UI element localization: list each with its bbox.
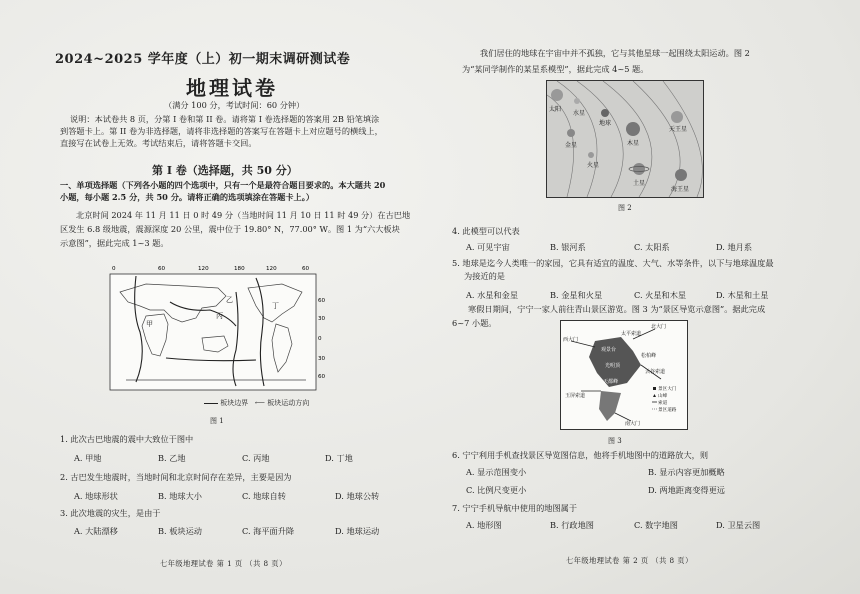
question-3-num: 3. bbox=[60, 508, 68, 518]
question-7-text: 宁宁手机导航中使用的地图属于 bbox=[462, 503, 578, 513]
q7-option-d[interactable]: D. 卫星云图 bbox=[716, 520, 761, 530]
label-south-gate: 南大门 bbox=[625, 421, 641, 427]
label-jia: 甲 bbox=[146, 320, 153, 328]
question-4-num: 4. bbox=[452, 226, 460, 236]
question-6 bbox=[452, 450, 708, 461]
intro-line-1: 我们居住的地球在宇宙中并不孤独，它与其他星球一起围绕太阳运动。图 2 bbox=[480, 48, 750, 58]
label-taiping-cable: 太平索道 bbox=[621, 331, 642, 337]
instruction-line-2: 到答题卡上。第 II 卷为非选择题，请将非选择题的答案写在答题卡上对应题号的横线上， bbox=[60, 126, 383, 136]
question-5-num: 5. bbox=[452, 258, 460, 268]
legend-road: 景区道路 bbox=[658, 408, 677, 413]
label-ding: 丁 bbox=[272, 302, 279, 310]
q5-option-a[interactable]: A. 水星和金星 bbox=[466, 290, 519, 300]
question-5-line-1 bbox=[452, 258, 774, 269]
tick-right-1: 30 bbox=[318, 316, 326, 322]
tick-right-2: 0 bbox=[318, 336, 322, 342]
label-yi: 乙 bbox=[226, 296, 233, 304]
figure-2-caption: 图 2 bbox=[618, 204, 632, 212]
figure-3 bbox=[560, 320, 688, 430]
subject-title: 地理试卷 bbox=[186, 76, 278, 100]
question-2 bbox=[60, 472, 292, 483]
q1-option-a[interactable]: A. 甲地 bbox=[74, 453, 102, 463]
planet-model bbox=[547, 81, 703, 197]
question-2-num: 2. bbox=[60, 472, 68, 482]
sun-icon bbox=[551, 89, 563, 101]
question-6-text: 宁宁利用手机查找景区导览图信息，他将手机地图中的道路放大，则 bbox=[462, 450, 709, 460]
question-1-text: 此次古巴地震的震中大致位于图中 bbox=[70, 434, 194, 444]
question-4-text: 此模型可以代表 bbox=[462, 226, 520, 236]
label-neptune: 海王星 bbox=[671, 186, 690, 193]
footer-page-2: 七年级地理试卷 第 2 页 （共 8 页） bbox=[566, 556, 693, 565]
label-saturn: 土星 bbox=[633, 180, 646, 187]
q3-option-a[interactable]: A. 大陆漂移 bbox=[74, 526, 118, 536]
question-3 bbox=[60, 508, 161, 519]
figure-3-caption: 图 3 bbox=[608, 437, 622, 445]
q2-option-c[interactable]: C. 地球自转 bbox=[242, 491, 286, 501]
label-mars: 火星 bbox=[587, 162, 600, 169]
label-tiandu-peak: 天都峰 bbox=[603, 379, 619, 385]
q2-option-a[interactable]: A. 地球形状 bbox=[74, 491, 118, 501]
label-sun: 太阳 bbox=[549, 106, 562, 113]
mercury-icon bbox=[574, 98, 580, 104]
q5-option-b[interactable]: B. 金星和火星 bbox=[550, 290, 603, 300]
question-1-num: 1. bbox=[60, 434, 68, 444]
score-time: （满分 100 分，考试时间：60 分钟） bbox=[164, 100, 305, 110]
legend-gate: 景区大门 bbox=[658, 387, 677, 392]
legend-peak: 山峰 bbox=[658, 394, 668, 399]
q5-option-d[interactable]: D. 木星和土星 bbox=[716, 290, 769, 300]
question-1 bbox=[60, 434, 193, 445]
q4-option-d[interactable]: D. 地月系 bbox=[716, 242, 753, 252]
intro-line-2: 为“某同学制作的某星系模型”，据此完成 4~5 题。 bbox=[462, 64, 649, 74]
jupiter-icon bbox=[626, 122, 640, 136]
stem-67-line-2: 6~7 小题。 bbox=[452, 318, 497, 328]
q4-option-c[interactable]: C. 太阳系 bbox=[634, 242, 670, 252]
question-4 bbox=[452, 226, 520, 237]
arrow-icon: ⟵ bbox=[254, 399, 265, 407]
question-6-num: 6. bbox=[452, 450, 460, 460]
tick-top-1: 60 bbox=[158, 266, 166, 272]
tick-top-4: 120 bbox=[266, 266, 277, 272]
figure-2 bbox=[546, 80, 704, 198]
tick-right-3: 30 bbox=[318, 356, 326, 362]
footer-page-1: 七年级地理试卷 第 1 页 （共 8 页） bbox=[160, 559, 287, 568]
label-jupiter: 木星 bbox=[627, 140, 640, 147]
earth-icon bbox=[601, 109, 609, 117]
figure-1 bbox=[106, 262, 336, 412]
tick-top-3: 180 bbox=[234, 266, 245, 272]
q3-option-d[interactable]: D. 地球运动 bbox=[335, 526, 380, 536]
page-2 bbox=[430, 0, 860, 594]
map-frame bbox=[110, 274, 316, 390]
legend-motion: 板块运动方向 bbox=[267, 399, 310, 407]
q4-option-a[interactable]: A. 可见宇宙 bbox=[466, 242, 510, 252]
stem-line-2: 区发生 6.8 级地震，震源深度 20 公里，震中位于 19.80° N，77.00° W。图 1 为“六大板块 bbox=[60, 224, 400, 234]
question-7 bbox=[452, 503, 577, 514]
question-3-text: 此次地震的灾生，是由于 bbox=[70, 508, 161, 518]
q1-option-b[interactable]: B. 乙地 bbox=[158, 453, 186, 463]
q6-option-d[interactable]: D. 两地距离变得更远 bbox=[648, 485, 725, 495]
label-venus: 金星 bbox=[565, 142, 578, 149]
section-heading-line-2: 小题，每小题 2.5 分，共 50 分。请将正确的选项填涂在答题卡上。） bbox=[60, 192, 315, 202]
scenic-map bbox=[561, 321, 687, 429]
venus-icon bbox=[567, 129, 575, 137]
tick-top-2: 120 bbox=[198, 266, 209, 272]
tick-right-4: 60 bbox=[318, 374, 326, 380]
stem-line-3: 示意图”，据此完成 1~3 题。 bbox=[60, 238, 169, 248]
label-viewing-deck: 观景台 bbox=[601, 347, 617, 353]
label-west-gate: 西大门 bbox=[563, 337, 579, 343]
label-earth: 地球 bbox=[599, 120, 612, 127]
boundary-line-icon bbox=[204, 403, 218, 404]
label-songbai-peak: 松柏峰 bbox=[641, 353, 657, 359]
q2-option-d[interactable]: D. 地球公转 bbox=[335, 491, 380, 501]
question-7-num: 7. bbox=[452, 503, 460, 513]
question-2-text: 古巴发生地震时，当地时间和北京时间存在差异，主要是因为 bbox=[70, 472, 292, 482]
q1-option-c[interactable]: C. 丙地 bbox=[242, 453, 270, 463]
question-5-text-1: 地球是迄今人类唯一的家园，它具有适宜的温度、大气、水等条件，以下与地球温度最 bbox=[462, 258, 774, 268]
tick-top-5: 60 bbox=[302, 266, 310, 272]
plate-map bbox=[106, 262, 336, 412]
q4-option-b[interactable]: B. 银河系 bbox=[550, 242, 586, 252]
neptune-icon bbox=[675, 169, 687, 181]
q2-option-b[interactable]: B. 地球大小 bbox=[158, 491, 202, 501]
instruction-line-1: 说明：本试卷共 8 页，分第 I 卷和第 II 卷。请将第 I 卷选择题的答案用 2B 铅笔填涂 bbox=[70, 114, 380, 124]
label-bing: 丙 bbox=[216, 312, 223, 320]
gate-legend-icon bbox=[653, 387, 656, 390]
q5-option-c[interactable]: C. 火星和木星 bbox=[634, 290, 687, 300]
q6-option-c[interactable]: C. 比例尺变更小 bbox=[466, 485, 527, 495]
label-north-gate: 北大门 bbox=[651, 324, 667, 330]
q3-option-c[interactable]: C. 海平面升降 bbox=[242, 526, 295, 536]
mars-icon bbox=[588, 152, 594, 158]
label-yuping-cable: 玉屏索道 bbox=[565, 393, 586, 399]
uranus-icon bbox=[671, 111, 683, 123]
section-title: 第 I 卷（选择题，共 50 分） bbox=[152, 164, 298, 177]
tick-top-0: 0 bbox=[112, 266, 116, 272]
section-heading-line-1: 一、单项选择题（下列各小题的四个选项中，只有一个是最符合题目要求的。本大题共 20 bbox=[60, 180, 386, 190]
q1-option-d[interactable]: D. 丁地 bbox=[325, 453, 353, 463]
tick-right-0: 60 bbox=[318, 298, 326, 304]
question-5-line-2: 为接近的是 bbox=[464, 271, 505, 281]
q3-option-b[interactable]: B. 板块运动 bbox=[158, 526, 202, 536]
exam-title: 2024~2025 学年度（上）初一期末调研测试卷 bbox=[55, 52, 351, 67]
instruction-line-3: 直接写在试卷上无效。考试结束后，请将答题卡交回。 bbox=[60, 138, 257, 148]
q6-option-a[interactable]: A. 显示范围变小 bbox=[466, 467, 527, 477]
stem-line-1: 北京时间 2024 年 11 月 11 日 0 时 49 分（当地时间 11 月 10 日 11 时 49 分）在古巴地 bbox=[76, 210, 411, 220]
label-uranus: 天王星 bbox=[669, 126, 688, 133]
figure-1-legend bbox=[204, 398, 309, 408]
label-guangming-peak: 光明顶 bbox=[605, 363, 621, 369]
q6-option-b[interactable]: B. 显示内容更加概略 bbox=[648, 467, 725, 477]
label-yungu-cable: 云谷索道 bbox=[645, 369, 666, 375]
q7-option-a[interactable]: A. 地形图 bbox=[466, 520, 502, 530]
q7-option-b[interactable]: B. 行政地图 bbox=[550, 520, 594, 530]
figure-1-caption: 图 1 bbox=[210, 417, 224, 425]
saturn-icon bbox=[633, 163, 645, 175]
stem-67-line-1: 寒假日期间，宁宁一家人前往青山景区游览。图 3 为“景区导览示意图”。据此完成 bbox=[468, 304, 766, 314]
legend-cable: 索道 bbox=[658, 401, 668, 406]
q7-option-c[interactable]: C. 数字地图 bbox=[634, 520, 678, 530]
label-mercury: 水星 bbox=[573, 110, 586, 117]
legend-boundary: 板块边界 bbox=[220, 399, 249, 407]
